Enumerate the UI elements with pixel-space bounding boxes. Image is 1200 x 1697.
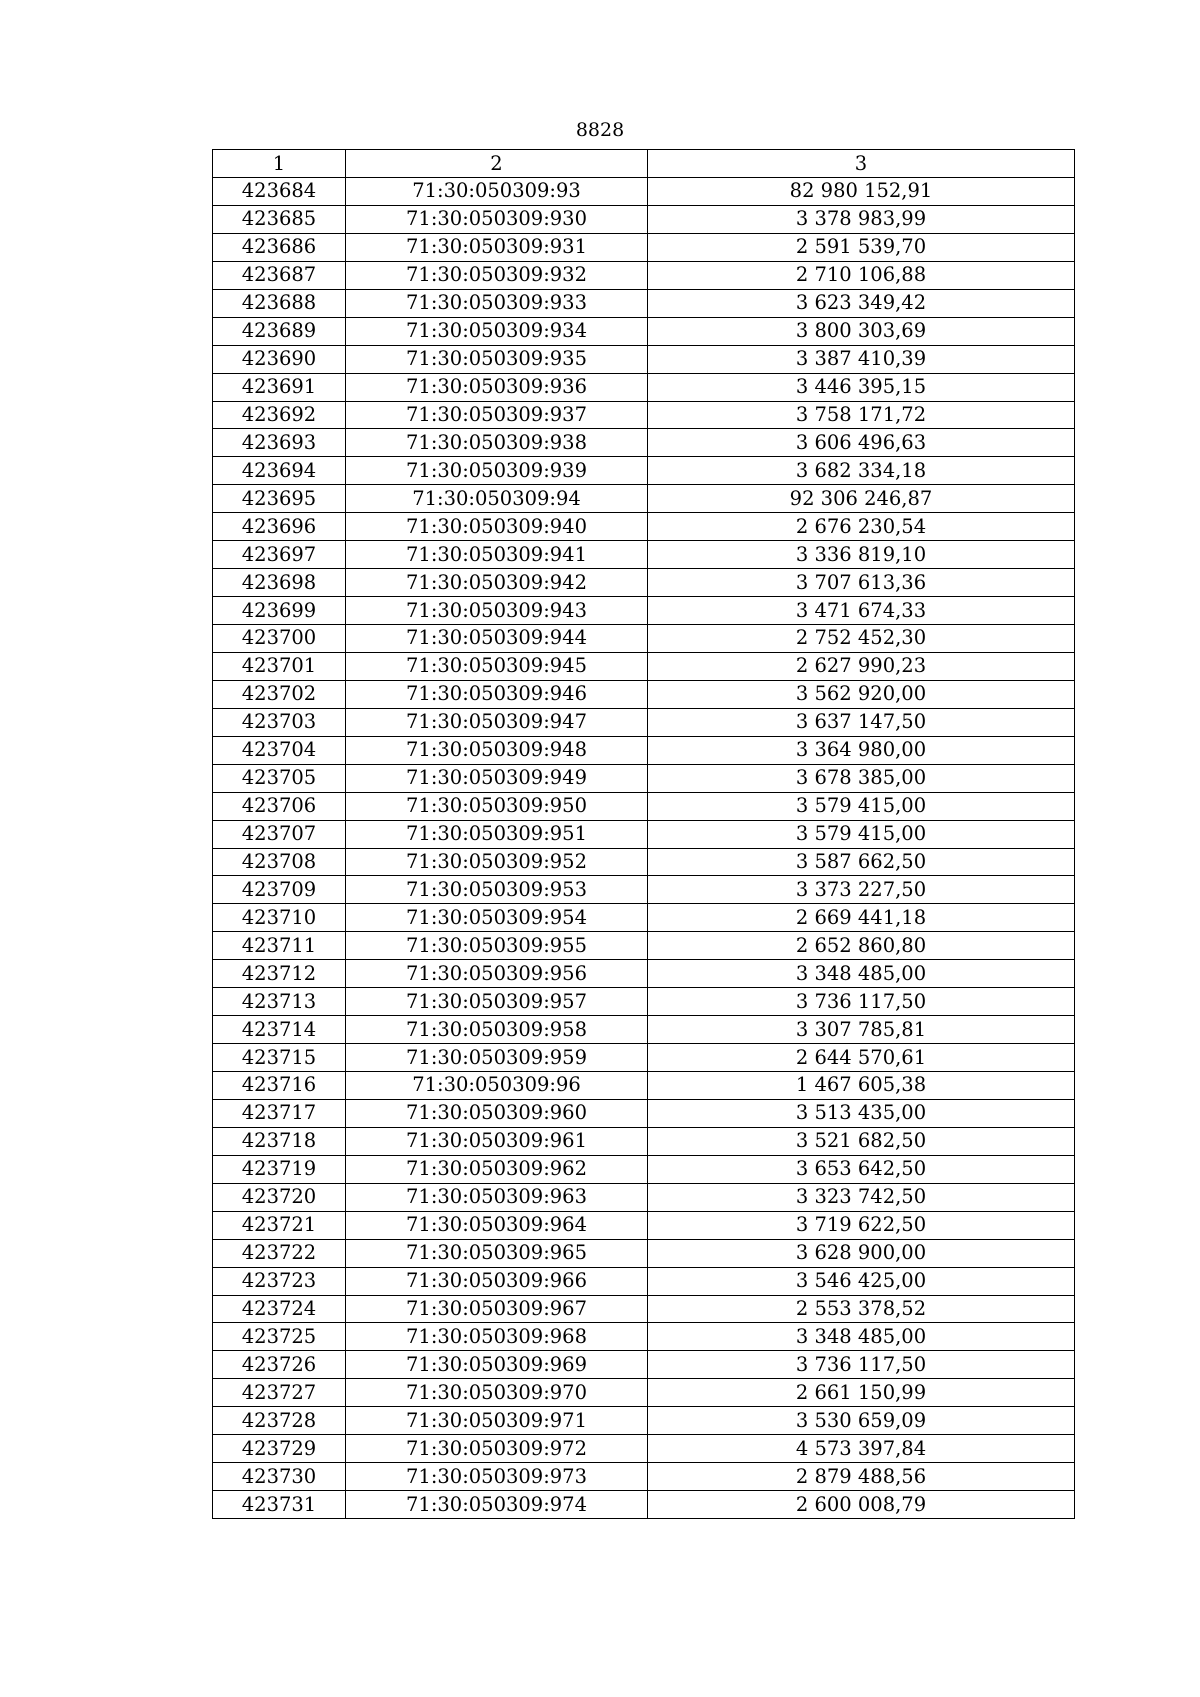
table-row [213, 1295, 1075, 1323]
table-row [213, 1072, 1075, 1100]
table-row [213, 988, 1075, 1016]
table-row [213, 457, 1075, 485]
cadastral-number-cell: 71:30:050309:954 [346, 904, 648, 932]
cadastral-value-cell: 3 521 682,50 [648, 1127, 1075, 1155]
table-row [213, 736, 1075, 764]
row-number-cell: 423701 [213, 652, 346, 680]
cadastral-number-cell: 71:30:050309:960 [346, 1099, 648, 1127]
cadastral-number-cell: 71:30:050309:956 [346, 960, 648, 988]
page-number: 8828 [575, 119, 625, 141]
table-row [213, 1463, 1075, 1491]
table-row [213, 513, 1075, 541]
table-row [213, 1435, 1075, 1463]
row-number-cell: 423694 [213, 457, 346, 485]
cadastral-value-cell: 3 348 485,00 [648, 960, 1075, 988]
row-number-cell: 423730 [213, 1463, 346, 1491]
cadastral-number-cell: 71:30:050309:944 [346, 625, 648, 653]
row-number-cell: 423718 [213, 1127, 346, 1155]
cadastral-number-cell: 71:30:050309:958 [346, 1016, 648, 1044]
cadastral-number-cell: 71:30:050309:953 [346, 876, 648, 904]
table-row [213, 261, 1075, 289]
row-number-cell: 423689 [213, 317, 346, 345]
table-row [213, 1099, 1075, 1127]
table-row [213, 373, 1075, 401]
row-number-cell: 423724 [213, 1295, 346, 1323]
table-row [213, 1044, 1075, 1072]
header-row [213, 150, 1075, 178]
cadastral-number-cell: 71:30:050309:951 [346, 820, 648, 848]
cadastral-value-cell: 3 579 415,00 [648, 820, 1075, 848]
cadastral-value-cell: 3 348 485,00 [648, 1323, 1075, 1351]
cadastral-number-cell: 71:30:050309:963 [346, 1183, 648, 1211]
cadastral-value-cell: 3 579 415,00 [648, 792, 1075, 820]
row-number-cell: 423715 [213, 1044, 346, 1072]
row-number-cell: 423728 [213, 1407, 346, 1435]
row-number-cell: 423702 [213, 680, 346, 708]
cadastral-number-cell: 71:30:050309:952 [346, 848, 648, 876]
row-number-cell: 423690 [213, 345, 346, 373]
cadastral-value-cell: 3 323 742,50 [648, 1183, 1075, 1211]
cadastral-value-cell: 2 644 570,61 [648, 1044, 1075, 1072]
table-row [213, 680, 1075, 708]
row-number-cell: 423709 [213, 876, 346, 904]
cadastral-value-cell: 3 623 349,42 [648, 289, 1075, 317]
row-number-cell: 423716 [213, 1072, 346, 1100]
cadastral-number-cell: 71:30:050309:964 [346, 1211, 648, 1239]
table-row [213, 876, 1075, 904]
cadastral-number-cell: 71:30:050309:949 [346, 764, 648, 792]
row-number-cell: 423699 [213, 597, 346, 625]
table-row [213, 1379, 1075, 1407]
cadastral-value-cell: 2 879 488,56 [648, 1463, 1075, 1491]
table-row [213, 1016, 1075, 1044]
cadastral-value-cell: 82 980 152,91 [648, 178, 1075, 206]
cadastral-value-cell: 3 678 385,00 [648, 764, 1075, 792]
cadastral-number-cell: 71:30:050309:961 [346, 1127, 648, 1155]
table-row [213, 1267, 1075, 1295]
table-row [213, 792, 1075, 820]
cadastral-value-table [212, 149, 1075, 1519]
cadastral-value-cell: 2 669 441,18 [648, 904, 1075, 932]
table-row [213, 625, 1075, 653]
row-number-cell: 423723 [213, 1267, 346, 1295]
table-row [213, 652, 1075, 680]
row-number-cell: 423684 [213, 178, 346, 206]
cadastral-number-cell: 71:30:050309:974 [346, 1491, 648, 1519]
row-number-cell: 423696 [213, 513, 346, 541]
cadastral-value-cell: 3 336 819,10 [648, 541, 1075, 569]
row-number-cell: 423706 [213, 792, 346, 820]
row-number-cell: 423700 [213, 625, 346, 653]
row-number-cell: 423711 [213, 932, 346, 960]
cadastral-value-cell: 2 591 539,70 [648, 233, 1075, 261]
cadastral-number-cell: 71:30:050309:932 [346, 261, 648, 289]
table-row [213, 541, 1075, 569]
cadastral-number-cell: 71:30:050309:970 [346, 1379, 648, 1407]
cadastral-value-cell: 2 600 008,79 [648, 1491, 1075, 1519]
cadastral-number-cell: 71:30:050309:965 [346, 1239, 648, 1267]
table-row [213, 289, 1075, 317]
row-number-cell: 423721 [213, 1211, 346, 1239]
table-row [213, 708, 1075, 736]
row-number-cell: 423713 [213, 988, 346, 1016]
row-number-cell: 423719 [213, 1155, 346, 1183]
cadastral-number-cell: 71:30:050309:940 [346, 513, 648, 541]
row-number-cell: 423717 [213, 1099, 346, 1127]
table-row [213, 317, 1075, 345]
cadastral-number-cell: 71:30:050309:936 [346, 373, 648, 401]
table-row [213, 1351, 1075, 1379]
column-header-1: 1 [213, 150, 346, 178]
cadastral-value-cell: 3 758 171,72 [648, 401, 1075, 429]
row-number-cell: 423688 [213, 289, 346, 317]
table-row [213, 1323, 1075, 1351]
table-row [213, 904, 1075, 932]
cadastral-number-cell: 71:30:050309:950 [346, 792, 648, 820]
cadastral-number-cell: 71:30:050309:948 [346, 736, 648, 764]
cadastral-value-cell: 2 627 990,23 [648, 652, 1075, 680]
cadastral-number-cell: 71:30:050309:942 [346, 569, 648, 597]
table-row [213, 1183, 1075, 1211]
cadastral-value-cell: 3 653 642,50 [648, 1155, 1075, 1183]
row-number-cell: 423727 [213, 1379, 346, 1407]
row-number-cell: 423729 [213, 1435, 346, 1463]
row-number-cell: 423687 [213, 261, 346, 289]
cadastral-value-cell: 1 467 605,38 [648, 1072, 1075, 1100]
cadastral-number-cell: 71:30:050309:968 [346, 1323, 648, 1351]
table-row [213, 932, 1075, 960]
cadastral-value-cell: 3 378 983,99 [648, 205, 1075, 233]
cadastral-value-cell: 3 637 147,50 [648, 708, 1075, 736]
cadastral-value-cell: 3 707 613,36 [648, 569, 1075, 597]
cadastral-number-cell: 71:30:050309:96 [346, 1072, 648, 1100]
table-row [213, 178, 1075, 206]
row-number-cell: 423691 [213, 373, 346, 401]
cadastral-value-cell: 2 652 860,80 [648, 932, 1075, 960]
cadastral-number-cell: 71:30:050309:939 [346, 457, 648, 485]
cadastral-value-cell: 3 719 622,50 [648, 1211, 1075, 1239]
table-row [213, 1155, 1075, 1183]
cadastral-number-cell: 71:30:050309:946 [346, 680, 648, 708]
row-number-cell: 423725 [213, 1323, 346, 1351]
row-number-cell: 423705 [213, 764, 346, 792]
cadastral-number-cell: 71:30:050309:931 [346, 233, 648, 261]
table-body [213, 178, 1075, 1519]
cadastral-value-cell: 3 373 227,50 [648, 876, 1075, 904]
row-number-cell: 423698 [213, 569, 346, 597]
row-number-cell: 423726 [213, 1351, 346, 1379]
table-row [213, 960, 1075, 988]
cadastral-value-cell: 3 800 303,69 [648, 317, 1075, 345]
table-row [213, 848, 1075, 876]
row-number-cell: 423703 [213, 708, 346, 736]
cadastral-value-cell: 2 752 452,30 [648, 625, 1075, 653]
cadastral-value-cell: 2 661 150,99 [648, 1379, 1075, 1407]
column-header-3: 3 [648, 150, 1075, 178]
table-row [213, 569, 1075, 597]
cadastral-number-cell: 71:30:050309:969 [346, 1351, 648, 1379]
cadastral-number-cell: 71:30:050309:937 [346, 401, 648, 429]
row-number-cell: 423710 [213, 904, 346, 932]
table-row [213, 764, 1075, 792]
cadastral-value-cell: 3 587 662,50 [648, 848, 1075, 876]
table-row [213, 485, 1075, 513]
table-row [213, 1239, 1075, 1267]
row-number-cell: 423707 [213, 820, 346, 848]
column-header-2: 2 [346, 150, 648, 178]
cadastral-value-cell: 92 306 246,87 [648, 485, 1075, 513]
row-number-cell: 423697 [213, 541, 346, 569]
row-number-cell: 423720 [213, 1183, 346, 1211]
cadastral-value-cell: 4 573 397,84 [648, 1435, 1075, 1463]
cadastral-number-cell: 71:30:050309:93 [346, 178, 648, 206]
cadastral-value-cell: 3 387 410,39 [648, 345, 1075, 373]
cadastral-number-cell: 71:30:050309:933 [346, 289, 648, 317]
cadastral-value-cell: 3 513 435,00 [648, 1099, 1075, 1127]
table-header [213, 150, 1075, 178]
row-number-cell: 423714 [213, 1016, 346, 1044]
cadastral-value-cell: 3 471 674,33 [648, 597, 1075, 625]
cadastral-value-cell: 3 736 117,50 [648, 1351, 1075, 1379]
row-number-cell: 423686 [213, 233, 346, 261]
table-row [213, 401, 1075, 429]
table-row [213, 429, 1075, 457]
cadastral-value-cell: 3 307 785,81 [648, 1016, 1075, 1044]
cadastral-number-cell: 71:30:050309:971 [346, 1407, 648, 1435]
cadastral-number-cell: 71:30:050309:959 [346, 1044, 648, 1072]
cadastral-number-cell: 71:30:050309:955 [346, 932, 648, 960]
row-number-cell: 423693 [213, 429, 346, 457]
cadastral-number-cell: 71:30:050309:945 [346, 652, 648, 680]
cadastral-value-cell: 3 606 496,63 [648, 429, 1075, 457]
table-row [213, 820, 1075, 848]
cadastral-value-cell: 3 546 425,00 [648, 1267, 1075, 1295]
cadastral-value-cell: 3 364 980,00 [648, 736, 1075, 764]
table-row [213, 1211, 1075, 1239]
cadastral-number-cell: 71:30:050309:930 [346, 205, 648, 233]
cadastral-number-cell: 71:30:050309:934 [346, 317, 648, 345]
table-row [213, 1127, 1075, 1155]
table-row [213, 205, 1075, 233]
cadastral-number-cell: 71:30:050309:935 [346, 345, 648, 373]
cadastral-value-cell: 3 736 117,50 [648, 988, 1075, 1016]
cadastral-number-cell: 71:30:050309:938 [346, 429, 648, 457]
row-number-cell: 423685 [213, 205, 346, 233]
row-number-cell: 423722 [213, 1239, 346, 1267]
table-row [213, 1407, 1075, 1435]
table-row [213, 1491, 1075, 1519]
table-row [213, 345, 1075, 373]
cadastral-number-cell: 71:30:050309:947 [346, 708, 648, 736]
row-number-cell: 423692 [213, 401, 346, 429]
cadastral-value-cell: 3 530 659,09 [648, 1407, 1075, 1435]
cadastral-number-cell: 71:30:050309:967 [346, 1295, 648, 1323]
table-row [213, 233, 1075, 261]
cadastral-value-cell: 2 553 378,52 [648, 1295, 1075, 1323]
table-row [213, 597, 1075, 625]
row-number-cell: 423712 [213, 960, 346, 988]
cadastral-number-cell: 71:30:050309:962 [346, 1155, 648, 1183]
row-number-cell: 423708 [213, 848, 346, 876]
cadastral-number-cell: 71:30:050309:957 [346, 988, 648, 1016]
cadastral-number-cell: 71:30:050309:941 [346, 541, 648, 569]
cadastral-number-cell: 71:30:050309:973 [346, 1463, 648, 1491]
cadastral-value-cell: 3 446 395,15 [648, 373, 1075, 401]
cadastral-value-cell: 3 682 334,18 [648, 457, 1075, 485]
cadastral-value-cell: 3 628 900,00 [648, 1239, 1075, 1267]
cadastral-value-cell: 3 562 920,00 [648, 680, 1075, 708]
cadastral-number-cell: 71:30:050309:972 [346, 1435, 648, 1463]
cadastral-value-cell: 2 710 106,88 [648, 261, 1075, 289]
row-number-cell: 423731 [213, 1491, 346, 1519]
cadastral-number-cell: 71:30:050309:943 [346, 597, 648, 625]
cadastral-number-cell: 71:30:050309:94 [346, 485, 648, 513]
cadastral-number-cell: 71:30:050309:966 [346, 1267, 648, 1295]
cadastral-value-cell: 2 676 230,54 [648, 513, 1075, 541]
row-number-cell: 423704 [213, 736, 346, 764]
row-number-cell: 423695 [213, 485, 346, 513]
